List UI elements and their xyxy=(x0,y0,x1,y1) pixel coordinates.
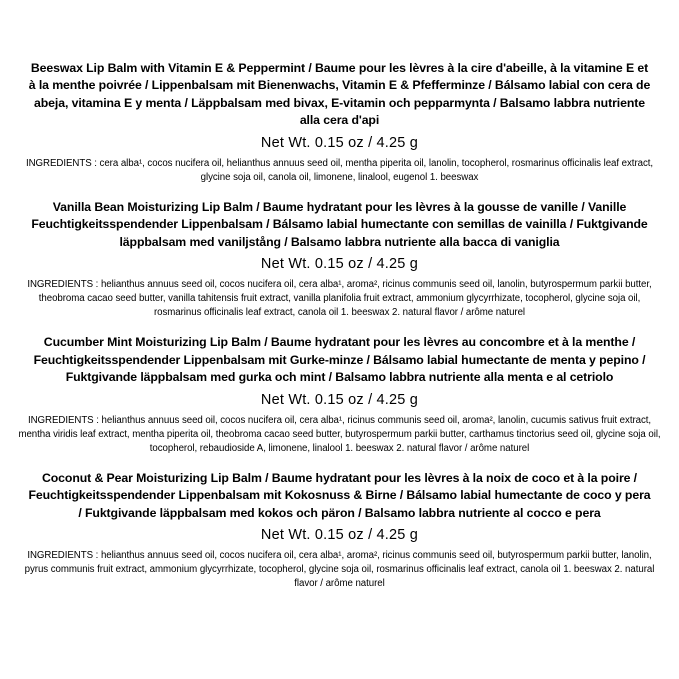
ingredients-label: INGREDIENTS : xyxy=(27,414,99,426)
ingredients-text xyxy=(10,278,669,320)
net-weight: Net Wt. 0.15 oz / 4.25 g xyxy=(260,134,419,151)
product-block-coconut-pear xyxy=(10,470,669,592)
ingredients-label: INGREDIENTS : xyxy=(27,278,99,290)
product-title: Beeswax Lip Balm with Vitamin E & Peppermint / Baume pour les lèvres à la cire d'abeille, à la vitamine E et à la menthe poivrée / Lippenbalsam mit Bienenwachs, Vitamin E & Pfefferminze / Bálsamo labial con cera de abeja, vitamina E y menta / Läppbalsam med bivax, E-vitamin och pepparmynta / Balsamo labbra nutriente alla cera d'api xyxy=(28,61,651,128)
product-block-beeswax xyxy=(10,60,669,185)
product-block-vanilla-bean xyxy=(10,199,669,321)
ingredients-label: INGREDIENTS : xyxy=(27,550,99,562)
ingredients-list: helianthus annuus seed oil, cocos nucifera oil, cera alba¹, aroma², ricinus communis seed oil, lanolin, butyrospermum parkii butter, theobroma cacao seed butter, vanilla tahitensis fruit extract, vanilla planifolia fruit extract, ammonium glycyrrhizate, tocopherol, glycine soja oil, rosmarinus officinalis leaf extract, canola oil 1. beeswax 2. natural flavor / arôme naturel xyxy=(38,278,652,319)
net-weight: Net Wt. 0.15 oz / 4.25 g xyxy=(260,256,419,273)
ingredients-text xyxy=(10,549,669,591)
product-block-cucumber-mint xyxy=(10,334,669,456)
ingredients-label: INGREDIENTS : xyxy=(25,157,97,169)
ingredients-list: helianthus annuus seed oil, cocos nucifera oil, cera alba¹, ricinus communis seed oil, aroma², lanolin, cucumis sativus fruit extract, mentha viridis leaf extract, mentha piperita oil, theobroma cacao seed butter, butyrospermum parkii butter, carthamus tinctorius seed oil, glycine soja oil, tocopherol, rebaudioside A, limonene, linalool 1. beeswax 2. natural flavor / arôme naturel xyxy=(18,414,661,454)
product-title: Vanilla Bean Moisturizing Lip Balm / Baume hydratant pour les lèvres à la gousse de vanille / Vanille Feuchtigkeitsspendender Lippenbalsam / Bálsamo labial humectante con semillas de vainilla / Fuktgivande läppbalsam med vaniljstång / Balsamo labbra nutriente alla bacca di vaniglia xyxy=(31,199,648,249)
ingredients-text xyxy=(10,414,669,456)
ingredients-text xyxy=(10,157,669,185)
net-weight: Net Wt. 0.15 oz / 4.25 g xyxy=(260,391,419,408)
ingredients-list: cera alba¹, cocos nucifera oil, helianthus annuus seed oil, mentha piperita oil, lanolin, tocopherol, rosmarinus officinalis leaf extract, glycine soja oil, canola oil, limonene, linalool, eugenol 1. beeswax xyxy=(99,157,654,183)
product-title: Cucumber Mint Moisturizing Lip Balm / Baume hydratant pour les lèvres au concombre et à la menthe / Feuchtigkeitsspendender Lippenbalsam mit Gurke-minze / Bálsamo labial humectante de menta y pepino / Fuktgivande läppbalsam med gurka och mint / Balsamo labbra nutriente alla menta e al cetriolo xyxy=(33,335,646,385)
product-title: Coconut & Pear Moisturizing Lip Balm / Baume hydratant pour les lèvres à la noix de coco et à la poire / Feuchtigkeitsspendender Lippenbalsam mit Kokosnuss & Birne / Bálsamo labial humectante de coco y pera / Fuktgivande läppbalsam med kokos och päron / Balsamo labbra nutriente al cocco e pera xyxy=(28,471,651,520)
ingredients-list: helianthus annuus seed oil, cocos nucifera oil, cera alba¹, aroma², ricinus communis seed oil, butyrospermum parkii butter, lanolin, pyrus communis fruit extract, ammonium glycyrrhizate, tocopherol, glycine soja oil, rosmarinus officinalis leaf extract, canola oil 1. beeswax 2. natural flavor / arôme naturel xyxy=(24,550,655,590)
net-weight: Net Wt. 0.15 oz / 4.25 g xyxy=(260,527,419,544)
